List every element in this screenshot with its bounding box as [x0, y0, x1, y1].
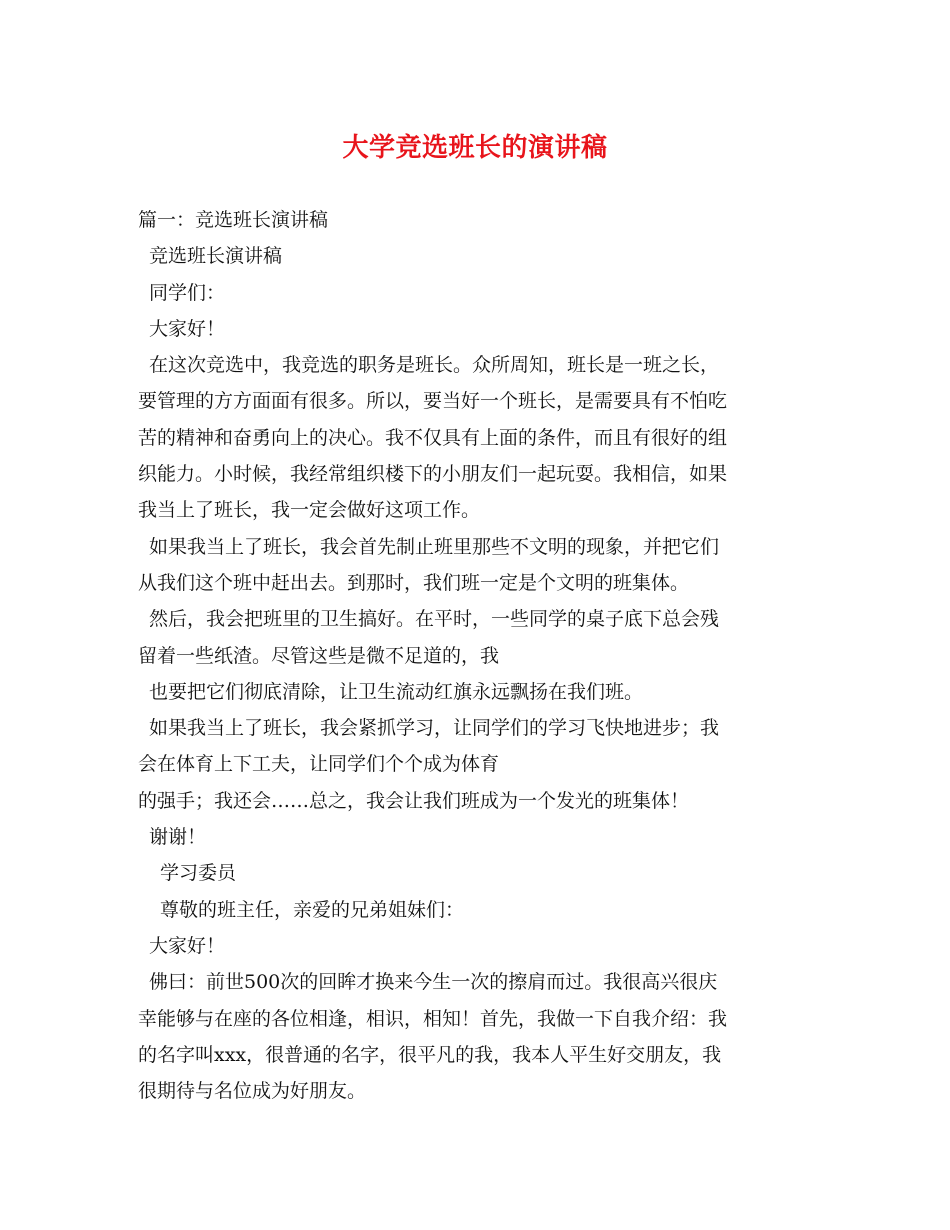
paragraph-line: 织能力。小时候，我经常组织楼下的小朋友们一起玩耍。我相信，如果: [138, 463, 728, 486]
paragraph-line: 我当上了班长，我一定会做好这项工作。: [138, 499, 481, 522]
paragraph-line: 幸能够与在座的各位相逢，相识，相知！首先，我做一下自我介绍：我: [138, 1007, 728, 1030]
thanks-line: 谢谢！: [149, 826, 207, 849]
speech-title: 竞选班长演讲稿: [149, 245, 283, 268]
paragraph-line: 然后，我会把班里的卫生搞好。在平时，一些同学的桌子底下总会残: [149, 608, 720, 631]
section-heading: 篇一：竞选班长演讲稿: [138, 209, 329, 231]
paragraph-line: 在这次竞选中，我竞选的职务是班长。众所周知，班长是一班之长，: [149, 354, 720, 377]
greeting: 大家好！: [149, 934, 226, 957]
paragraph-line: 会在体育上下工夫，让同学们个个成为体育: [138, 753, 500, 776]
salutation: 同学们：: [149, 281, 226, 304]
paragraph-line: 佛曰：前世500次的回眸才换来今生一次的擦肩而过。我很高兴很庆: [149, 971, 718, 994]
page-title: 大学竞选班长的演讲稿: [342, 133, 608, 163]
speech-title: 学习委员: [160, 862, 237, 885]
paragraph-line: 的名字叫xxx，很普通的名字，很平凡的我，我本人平生好交朋友，我: [138, 1043, 722, 1066]
paragraph-line: 留着一些纸渣。尽管这些是微不足道的，我: [138, 644, 500, 667]
paragraph-line: 也要把它们彻底清除，让卫生流动红旗永远飘扬在我们班。: [149, 680, 644, 703]
paragraph-line: 如果我当上了班长，我会首先制止班里那些不文明的现象，并把它们: [149, 535, 720, 558]
paragraph-line: 很期待与名位成为好朋友。: [138, 1080, 367, 1103]
greeting: 大家好！: [149, 317, 226, 340]
paragraph-line: 如果我当上了班长，我会紧抓学习，让同学们的学习飞快地进步；我: [149, 717, 720, 740]
paragraph-line: 从我们这个班中赶出去。到那时，我们班一定是个文明的班集体。: [138, 571, 690, 594]
paragraph-line: 苦的精神和奋勇向上的决心。我不仅具有上面的条件，而且有很好的组: [138, 426, 728, 449]
document-body: [138, 202, 814, 1109]
paragraph-line: 的强手；我还会……总之，我会让我们班成为一个发光的班集体！: [138, 789, 690, 812]
salutation: 尊敬的班主任，亲爱的兄弟姐妹们：: [160, 898, 465, 921]
paragraph-line: 要管理的方方面面有很多。所以，要当好一个班长，是需要具有不怕吃: [138, 390, 728, 413]
